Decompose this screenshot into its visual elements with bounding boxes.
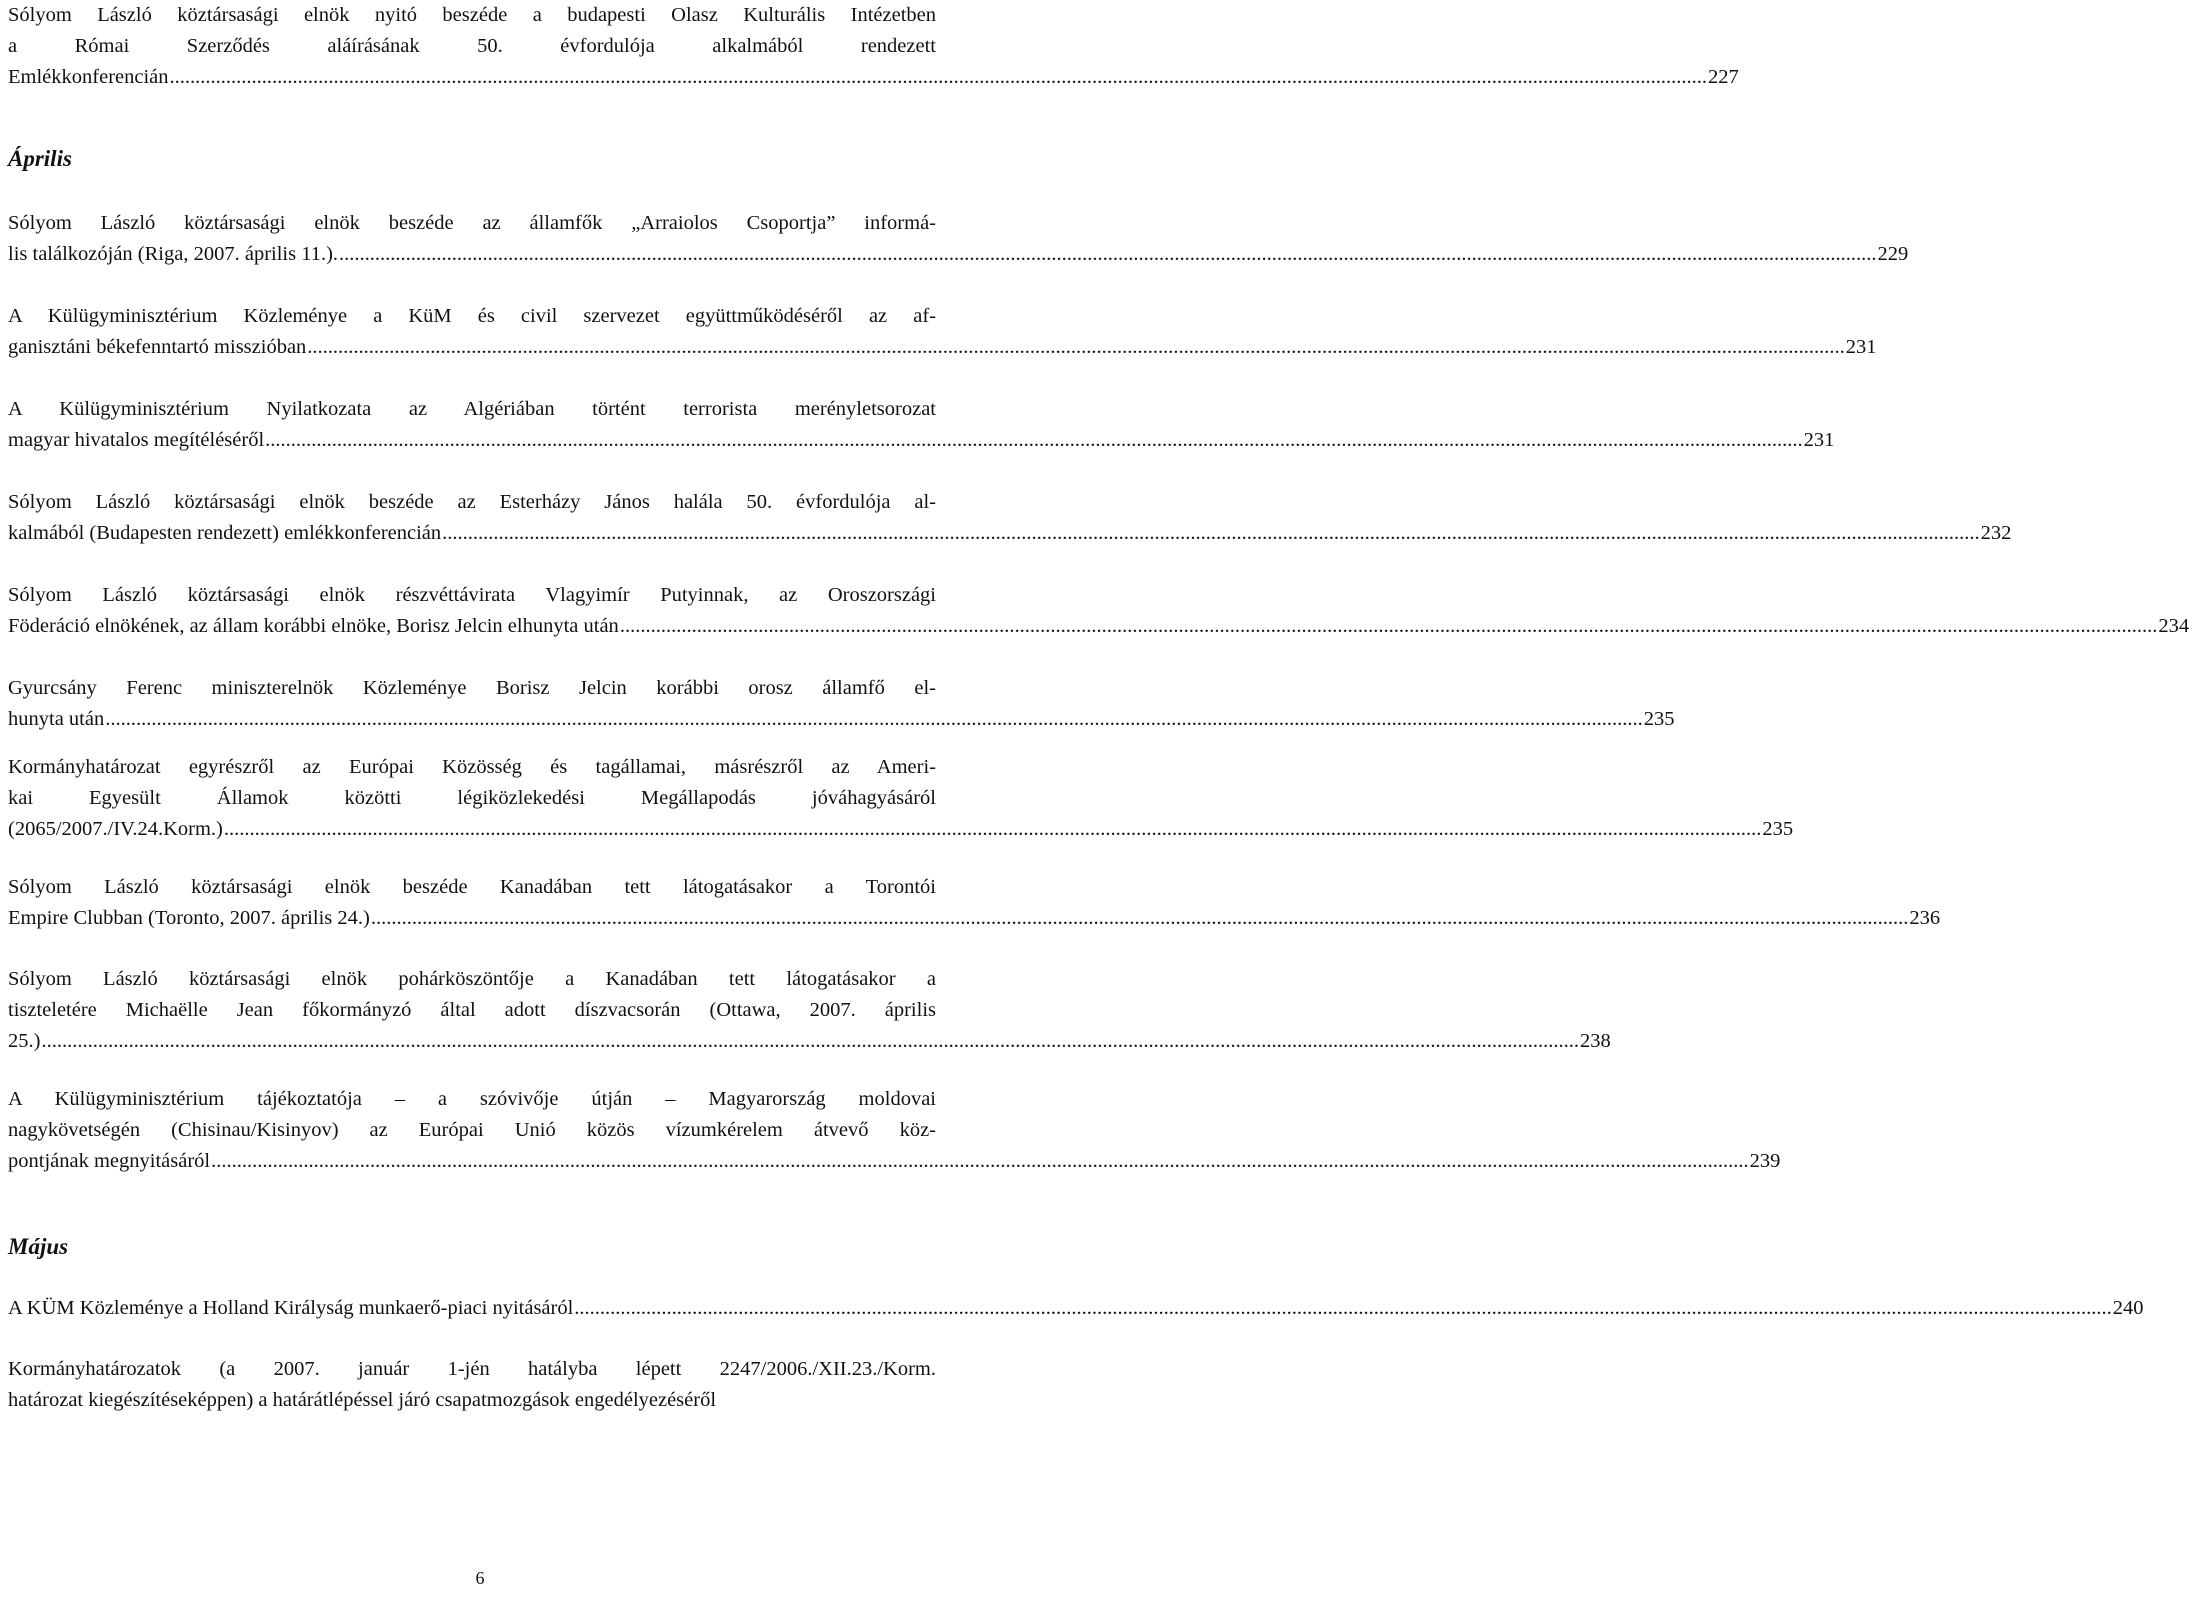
dot-leader: ............................................................................................................................................................................................................................................................................................................ [105,708,1643,730]
toc-entry-incomplete [8,1354,936,1416]
toc-entry-line: Kormányhatározatok (a 2007. január 1-jén hatályba lépett 2247/2006./XII.23./Korm. [8,1358,936,1380]
toc-entry-last-line [8,332,1877,363]
toc-entry [8,872,1941,934]
dot-leader: ............................................................................................................................................................................................................................................................................................................ [211,1150,1749,1172]
toc-entry-title-end: lis találkozóján (Riga, 2007. április 11.). [8,243,339,265]
toc-page-number: 239 [1749,1150,1781,1172]
toc-page-number: 227 [1708,66,1739,88]
toc-entry-title-end: A KÜM Közleménye a Holland Királyság munkaerő-piaci nyitásáról [8,1297,574,1319]
toc-entry-title-end: pontjának megnyitásáról [8,1150,211,1172]
toc-entry-last-line [8,1146,1781,1177]
dot-leader: ............................................................................................................................................................................................................................................................................................................ [339,243,1877,265]
toc-entry-last-line [8,1293,2144,1324]
dot-leader: ............................................................................................................................................................................................................................................................................................................ [169,66,1708,88]
toc-entry [8,301,1877,363]
toc-page-number: 235 [1762,818,1794,840]
toc-entry [8,208,1909,270]
toc-entry-title-end: Empire Clubban (Toronto, 2007. április 24.) [8,907,370,929]
toc-page-number: 232 [1980,522,2012,544]
toc-entry-line: Sólyom László köztársasági elnök részvéttávirata Vlagyimír Putyinnak, az Oroszországi [8,584,936,606]
toc-entry-line: nagykövetségén (Chisinau/Kisinyov) az Európai Unió közös vízumkérelem átvevő köz- [8,1119,936,1141]
toc-page-number: 229 [1877,243,1909,265]
toc-page-number: 238 [1579,1030,1611,1052]
toc-entry-last-line [8,62,1739,93]
toc-page-number: 236 [1909,907,1941,929]
toc-entry-line: A Külügyminisztérium tájékoztatója – a szóvivője útján – Magyarország moldovai [8,1088,936,1110]
toc-entry-last-line [8,425,1835,456]
toc-entry [8,394,1835,456]
toc-entry-line: határozat kiegészítéseképpen) a határátlépéssel járó csapatmozgások engedélyezéséről [8,1389,717,1411]
toc-entry-line: Kormányhatározat egyrészről az Európai Közösség és tagállamai, másrészről az Ameri- [8,756,936,778]
toc-entry [8,487,2012,549]
dot-leader: ............................................................................................................................................................................................................................................................................................................ [619,615,2158,637]
toc-entry-title-end: 25.) [8,1030,41,1052]
toc-entry-line: A Külügyminisztérium Közleménye a KüM és civil szervezet együttműködéséről az af- [8,305,936,327]
toc-entry-last-line [8,704,1675,735]
dot-leader: ............................................................................................................................................................................................................................................................................................................ [574,1297,2112,1319]
toc-entry-line: A Külügyminisztérium Nyilatkozata az Algériában történt terrorista merényletsorozat [8,398,936,420]
dot-leader: ............................................................................................................................................................................................................................................................................................................ [307,336,1845,358]
toc-entry-line: kai Egyesült Államok közötti légiközlekedési Megállapodás jóváhagyásáról [8,787,936,809]
toc-entry [8,673,1675,735]
dot-leader: ............................................................................................................................................................................................................................................................................................................ [223,818,1762,840]
toc-entry-line: a Római Szerződés aláírásának 50. évfordulója alkalmából rendezett [8,35,936,57]
toc-entry-title-end: magyar hivatalos megítéléséről [8,429,265,451]
toc-entry-title-end: Emlékkonferencián [8,66,169,88]
dot-leader: ............................................................................................................................................................................................................................................................................................................ [442,522,1980,544]
dot-leader: ............................................................................................................................................................................................................................................................................................................ [370,907,1909,929]
dot-leader: ............................................................................................................................................................................................................................................................................................................ [41,1030,1579,1052]
toc-entry-last-line [8,1026,1611,1057]
toc-entry [8,580,2189,642]
toc-entry-line: Gyurcsány Ferenc miniszterelnök Közleménye Borisz Jelcin korábbi orosz államfő el- [8,677,936,699]
toc-entry-line: Sólyom László köztársasági elnök beszéde az államfők „Arraiolos Csoportja” informá- [8,212,936,234]
toc-entry-last-line [8,611,2189,642]
toc-entry-line: Sólyom László köztársasági elnök beszéde Kanadában tett látogatásakor a Torontói [8,876,936,898]
toc-entry [8,1084,1781,1177]
toc-entry-title-end: hunyta után [8,708,105,730]
toc-page-number: 240 [2112,1297,2144,1319]
toc-page-number: 234 [2158,615,2189,637]
toc-entry-title-end: kalmából (Budapesten rendezett) emlékkonferencián [8,522,442,544]
toc-page-number: 235 [1643,708,1675,730]
toc-entry [8,964,1611,1057]
toc-entry-last-line [8,518,2012,549]
toc-entry-line: Sólyom László köztársasági elnök pohárköszöntője a Kanadában tett látogatásakor a [8,968,936,990]
toc-entry-last-line [8,903,1941,934]
toc-entry-line: Sólyom László köztársasági elnök beszéde az Esterházy János halála 50. évfordulója al- [8,491,936,513]
toc-page-number: 231 [1845,336,1877,358]
dot-leader: ............................................................................................................................................................................................................................................................................................................ [265,429,1803,451]
toc-entry-title-end: (2065/2007./IV.24.Korm.) [8,818,223,840]
toc-page-number: 231 [1803,429,1835,451]
page-number: 6 [475,1568,485,1588]
toc-entry [8,752,1794,845]
toc-entry-title-end: ganisztáni békefenntartó misszióban [8,336,307,358]
toc-entry-line: Sólyom László köztársasági elnök nyitó beszéde a budapesti Olasz Kulturális Intézetben [8,4,936,26]
month-heading-april: Április [8,146,72,171]
toc-entry-title-end: Föderáció elnökének, az állam korábbi elnöke, Borisz Jelcin elhunyta után [8,615,619,637]
month-heading-may: Május [8,1234,69,1259]
toc-entry-last-line [8,814,1794,845]
toc-entry [8,1293,2144,1324]
toc-entry [8,0,1739,93]
toc-entry-last-line [8,239,1909,270]
toc-entry-line: tiszteletére Michaëlle Jean főkormányzó által adott díszvacsorán (Ottawa, 2007. április [8,999,936,1021]
